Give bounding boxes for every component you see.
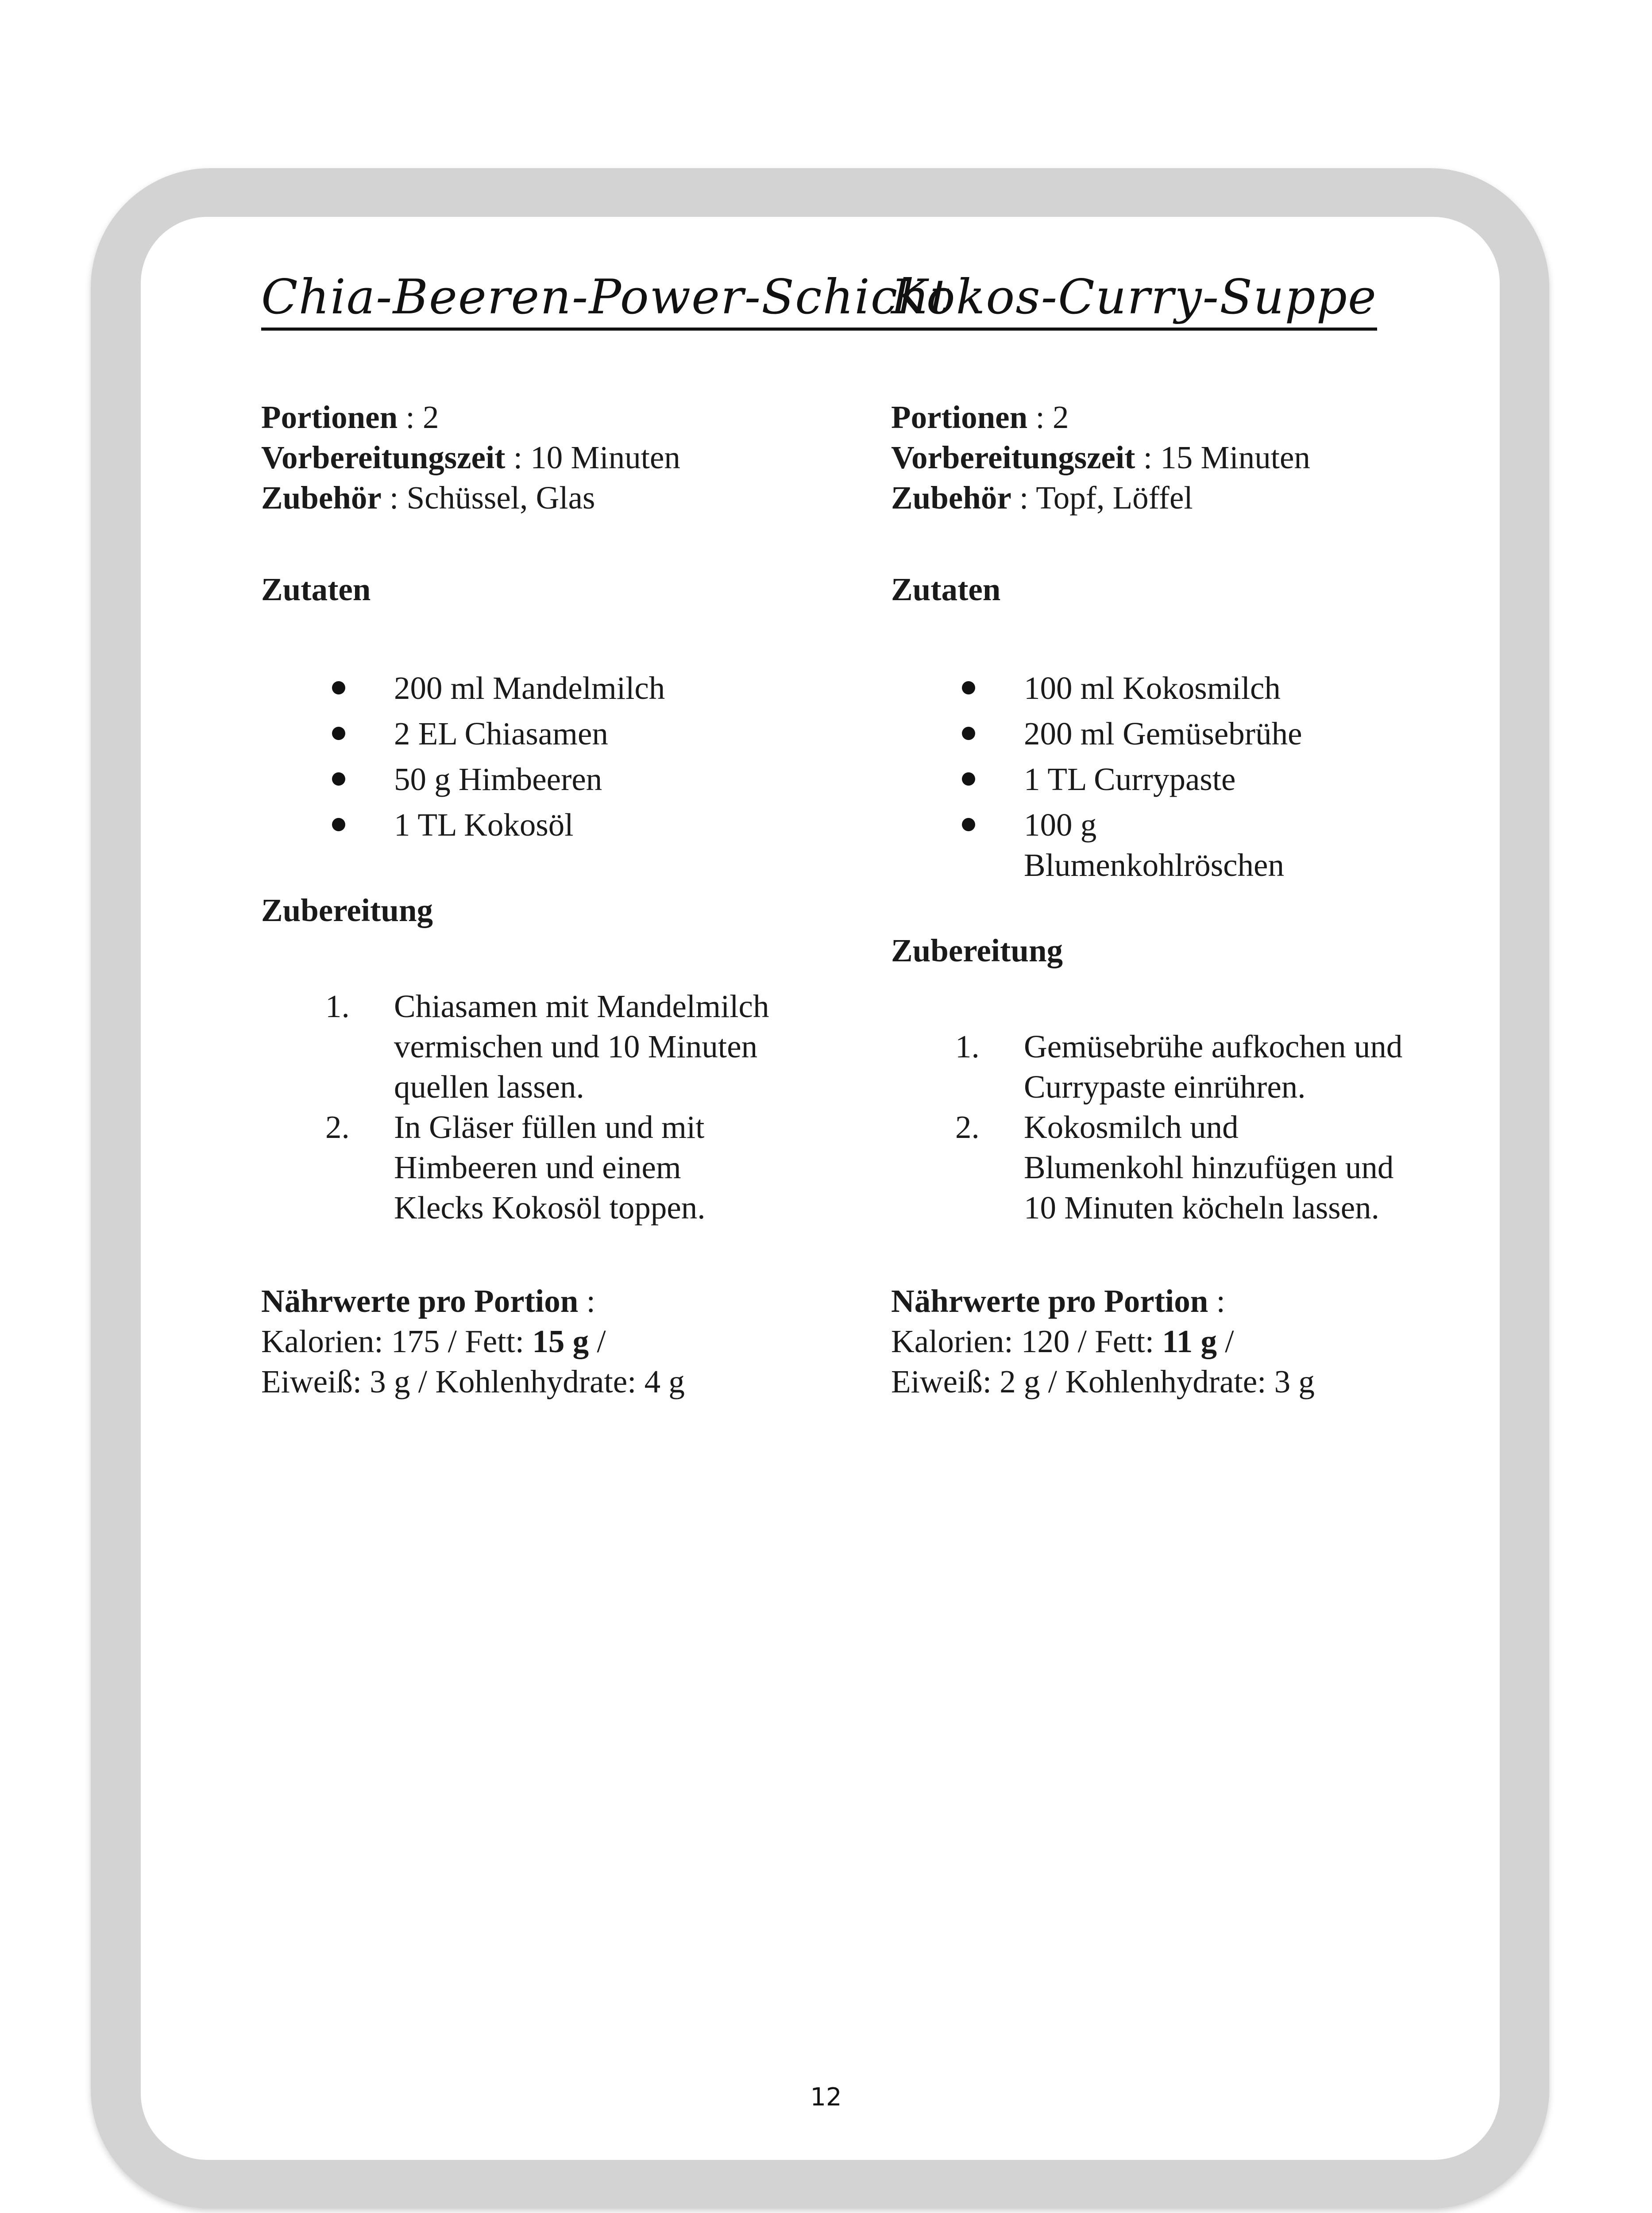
ingredient-text: 1 TL Currypaste [1024, 761, 1236, 798]
recipe-column-right [891, 272, 1409, 1402]
nutrition-label: Nährwerte pro Portion [261, 1283, 579, 1319]
recipe-title: Chia-Beeren-Power-Schicht [261, 272, 950, 331]
meta-label: Zubehör [891, 480, 1011, 516]
page-number: 12 [810, 2083, 842, 2112]
fat-separator: / [1217, 1323, 1234, 1360]
meta-label: Zubehör [261, 480, 382, 516]
ingredient-text: 50 g Himbeeren [394, 761, 602, 798]
meta-label: Portionen [891, 399, 1028, 436]
preparation-steps [261, 986, 779, 1228]
step-number: 2. [325, 1109, 350, 1145]
meta-value: : Topf, Löffel [1011, 480, 1193, 516]
nutrition-line-protein: Eiweiß: 2 g / Kohlenhydrate: 3 g [891, 1364, 1315, 1400]
bullet-icon [962, 818, 975, 831]
meta-label: Vorbereitungszeit [261, 440, 506, 476]
nutrition-colon: : [1208, 1283, 1225, 1319]
bullet-icon [962, 772, 975, 786]
ingredients-heading: Zutaten [891, 571, 1001, 608]
meta-label: Portionen [261, 399, 398, 436]
ingredient-item [891, 805, 1409, 885]
recipe-title: Kokos-Curry-Suppe [891, 272, 1377, 331]
preparation-heading: Zubereitung [261, 892, 433, 929]
ingredient-text: 100 ml Kokosmilch [1024, 670, 1281, 706]
ingredient-item [261, 759, 779, 799]
meta-portionen [261, 397, 779, 437]
step-text: Gemüsebrühe aufkochen und Currypaste einrühren. [1024, 1029, 1403, 1105]
nutrition-info [261, 1281, 779, 1402]
meta-value: : 2 [1027, 399, 1069, 436]
nutrition-info [891, 1281, 1409, 1402]
ingredient-item [891, 713, 1409, 754]
meta-vorbereitungszeit [891, 437, 1409, 478]
step-number: 2. [955, 1109, 980, 1145]
meta-value: : Schüssel, Glas [381, 480, 595, 516]
meta-value: : 10 Minuten [505, 440, 680, 476]
recipe-meta [891, 397, 1409, 518]
meta-vorbereitungszeit [261, 437, 779, 478]
calories-text: Kalorien: 175 / Fett: [261, 1323, 533, 1360]
step-number: 1. [955, 1029, 980, 1065]
step-item [891, 1107, 1409, 1228]
ingredient-item [261, 668, 779, 708]
step-item [261, 1107, 779, 1228]
calories-text: Kalorien: 120 / Fett: [891, 1323, 1162, 1360]
ingredients-list [891, 668, 1409, 885]
bullet-icon [332, 727, 345, 740]
fat-value: 11 g [1162, 1323, 1217, 1360]
recipe-column-left [261, 270, 950, 1402]
ingredient-text: 200 ml Gemüsebrühe [1024, 716, 1302, 752]
ingredient-item [891, 668, 1409, 708]
nutrition-line-protein: Eiweiß: 3 g / Kohlenhydrate: 4 g [261, 1364, 685, 1400]
ingredients-list [261, 668, 779, 845]
recipe-meta [261, 397, 779, 518]
meta-value: : 15 Minuten [1135, 440, 1310, 476]
step-item [261, 986, 779, 1107]
ingredient-text: 200 ml Mandelmilch [394, 670, 665, 706]
nutrition-heading-line [261, 1281, 779, 1321]
bullet-icon [332, 681, 345, 694]
ingredient-item [261, 805, 779, 845]
ingredient-text: 100 g Blumenkohlröschen [1024, 807, 1284, 883]
ingredient-item [891, 759, 1409, 799]
nutrition-heading-line [891, 1281, 1409, 1321]
preparation-heading: Zubereitung [891, 933, 1063, 969]
bullet-icon [962, 681, 975, 694]
step-text: In Gläser füllen und mit Himbeeren und einem Klecks Kokosöl toppen. [394, 1109, 706, 1226]
meta-portionen [891, 397, 1409, 437]
ingredient-text: 2 EL Chiasamen [394, 716, 608, 752]
ingredient-text: 1 TL Kokosöl [394, 807, 574, 843]
meta-label: Vorbereitungszeit [891, 440, 1135, 476]
step-text: Chiasamen mit Mandelmilch vermischen und 10 Minuten quellen lassen. [394, 988, 769, 1105]
fat-separator: / [589, 1323, 606, 1360]
ingredient-item [261, 713, 779, 754]
bullet-icon [332, 818, 345, 831]
nutrition-colon: : [578, 1283, 595, 1319]
fat-value: 15 g [532, 1323, 589, 1360]
ingredients-heading: Zutaten [261, 571, 371, 608]
meta-zubehoer [261, 478, 779, 518]
step-number: 1. [325, 988, 350, 1025]
meta-value: : 2 [398, 399, 439, 436]
bullet-icon [332, 772, 345, 786]
bullet-icon [962, 727, 975, 740]
meta-zubehoer [891, 478, 1409, 518]
preparation-steps [891, 1026, 1409, 1228]
step-item [891, 1026, 1409, 1107]
nutrition-label: Nährwerte pro Portion [891, 1283, 1208, 1319]
step-text: Kokosmilch und Blumenkohl hinzufügen und 10 Minuten köcheln lassen. [1024, 1109, 1394, 1226]
nutrition-line-calories [261, 1321, 779, 1361]
nutrition-line-calories [891, 1321, 1409, 1361]
